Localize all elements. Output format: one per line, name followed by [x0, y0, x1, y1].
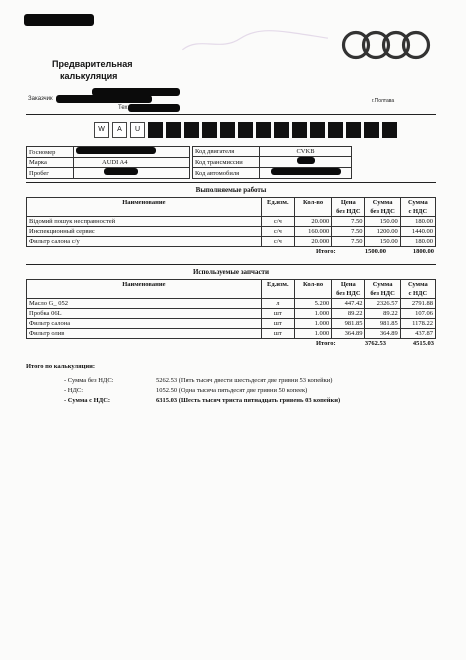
- model-label: Марка: [27, 158, 74, 168]
- gearbox-value: [260, 157, 352, 168]
- summary-value: 5262.53 (Пять тысяч двести шестьдесят две гривни 53 копейки): [156, 377, 333, 384]
- vehicle-info-left: [26, 146, 190, 179]
- row-price: 364.89: [332, 329, 365, 339]
- vin-char-redacted: [364, 122, 379, 138]
- row-name: Фильтр салона: [27, 319, 262, 329]
- row-qty: 20.000: [294, 217, 331, 227]
- parts-title: Используемые запчасти: [192, 268, 270, 276]
- row-sum: 981.85: [365, 319, 400, 329]
- table-row: [27, 237, 436, 247]
- city-label: г.Полтава: [372, 98, 395, 104]
- parts-total-sum: 3762.53: [364, 340, 386, 347]
- table-row: [27, 299, 436, 309]
- vin-char-redacted: [220, 122, 235, 138]
- title-line-2: калькуляция: [60, 71, 118, 81]
- row-sum: 89.22: [365, 309, 400, 319]
- summary-row: [26, 376, 340, 386]
- col-name: Наименование: [27, 280, 262, 299]
- header-divider: [26, 114, 436, 115]
- table-row: [27, 309, 436, 319]
- col-name: Наименование: [27, 198, 262, 217]
- col-sumvat: Сумма с НДС: [400, 198, 435, 217]
- row-unit: шт: [261, 329, 294, 339]
- row-unit: с/ч: [261, 217, 294, 227]
- row-name: Фильтр олив: [27, 329, 262, 339]
- summary-row: [26, 396, 340, 406]
- redacted-customer: [56, 95, 152, 103]
- summary-title: Итого по калькуляции:: [26, 363, 96, 370]
- summary-value: 1052.50 (Одна тысяча пятьдесят две гривни 50 копеек): [156, 387, 308, 394]
- works-total-vat: 1800.00: [412, 248, 434, 255]
- engine-value: CVKB: [260, 147, 352, 157]
- row-qty: 1.000: [294, 309, 331, 319]
- row-sum: 1200.00: [365, 227, 400, 237]
- vin-char-redacted: [238, 122, 253, 138]
- works-total-sum: 1500.00: [364, 248, 386, 255]
- works-total: [316, 248, 436, 255]
- calculation-summary: [26, 362, 340, 406]
- row-qty: 1.000: [294, 319, 331, 329]
- vin-char: W: [94, 122, 109, 138]
- title-line-1: Предварительная: [52, 59, 133, 69]
- vin-char-redacted: [148, 122, 163, 138]
- parts-total-label: Итого:: [316, 340, 336, 347]
- col-sum: Сумма без НДС: [365, 280, 400, 299]
- vin-char-redacted: [274, 122, 289, 138]
- vin-char: U: [130, 122, 145, 138]
- audi-logo: [340, 28, 434, 62]
- works-total-label: Итого:: [316, 248, 336, 255]
- car-code-value: [260, 168, 352, 179]
- faint-stamp-mark: [179, 24, 330, 58]
- row-name: Масло G_ 052: [27, 299, 262, 309]
- row-sumvat: 2791.88: [400, 299, 435, 309]
- vin-char-redacted: [310, 122, 325, 138]
- row-qty: 20.000: [294, 237, 331, 247]
- parts-header-row: [27, 280, 436, 299]
- vin-char-redacted: [166, 122, 181, 138]
- vin-char-redacted: [256, 122, 271, 138]
- row-qty: 5.200: [294, 299, 331, 309]
- row-sumvat: 180.00: [400, 237, 435, 247]
- summary-label: - Сумма с НДС:: [64, 397, 111, 404]
- vin-boxes: [94, 122, 400, 138]
- col-unit: Ед.изм.: [261, 198, 294, 217]
- table-row: [27, 329, 436, 339]
- row-qty: 160.000: [294, 227, 331, 237]
- row-price: 981.85: [332, 319, 365, 329]
- plate-value: [74, 147, 190, 158]
- row-unit: с/ч: [261, 237, 294, 247]
- row-sum: 364.89: [365, 329, 400, 339]
- table-row: [27, 319, 436, 329]
- row-name: Фильтр салона с/у: [27, 237, 262, 247]
- col-price: Цена без НДС: [332, 198, 365, 217]
- row-sumvat: 107.06: [400, 309, 435, 319]
- row-unit: шт: [261, 309, 294, 319]
- row-qty: 1.000: [294, 329, 331, 339]
- parts-total-vat: 4515.03: [412, 340, 434, 347]
- col-qty: Кол-во: [294, 280, 331, 299]
- works-divider: [26, 182, 436, 183]
- vin-char-redacted: [328, 122, 343, 138]
- row-name: Инспекционный сервис: [27, 227, 262, 237]
- customer-label: Заказчик: [28, 96, 53, 102]
- row-sumvat: 1440.00: [400, 227, 435, 237]
- col-qty: Кол-во: [294, 198, 331, 217]
- vin-char-redacted: [346, 122, 361, 138]
- vin-char-redacted: [292, 122, 307, 138]
- row-sumvat: 437.87: [400, 329, 435, 339]
- row-sumvat: 180.00: [400, 217, 435, 227]
- row-sumvat: 1178.22: [400, 319, 435, 329]
- row-price: 447.42: [332, 299, 365, 309]
- plate-label: Госномер: [27, 147, 74, 158]
- row-name: Пробка 06L: [27, 309, 262, 319]
- works-header-row: [27, 198, 436, 217]
- car-code-label: Код автомобиля: [193, 168, 260, 179]
- parts-divider: [26, 264, 436, 265]
- row-price: 89.22: [332, 309, 365, 319]
- row-unit: с/ч: [261, 227, 294, 237]
- col-sumvat: Сумма с НДС: [400, 280, 435, 299]
- performer-label: Тех: [118, 105, 128, 111]
- gearbox-label: Код трансмиссии: [193, 157, 260, 168]
- redacted-performer: [128, 104, 180, 112]
- row-sum: 150.00: [365, 237, 400, 247]
- parts-total: [316, 340, 436, 347]
- row-price: 7.50: [332, 217, 365, 227]
- row-price: 7.50: [332, 237, 365, 247]
- model-value: AUDI A4: [74, 158, 190, 168]
- table-row: [27, 217, 436, 227]
- vin-char: A: [112, 122, 127, 138]
- mileage-value: [74, 168, 190, 179]
- row-price: 7.50: [332, 227, 365, 237]
- engine-label: Код двигателя: [193, 147, 260, 157]
- col-price: Цена без НДС: [332, 280, 365, 299]
- vin-char-redacted: [202, 122, 217, 138]
- col-sum: Сумма без НДС: [365, 198, 400, 217]
- row-unit: л: [261, 299, 294, 309]
- summary-value: 6315.03 (Шесть тысяч триста пятнадцать гривень 03 копейки): [156, 397, 341, 404]
- document-title: [52, 58, 133, 82]
- summary-row: [26, 386, 340, 396]
- redacted-header: [24, 14, 94, 26]
- row-unit: шт: [261, 319, 294, 329]
- parts-table: [26, 279, 436, 339]
- summary-label: - НДС:: [64, 387, 84, 394]
- row-name: Відомий пошук несправностей: [27, 217, 262, 227]
- vehicle-info-right: [192, 146, 352, 179]
- mileage-label: Пробег: [27, 168, 74, 179]
- row-sum: 150.00: [365, 217, 400, 227]
- table-row: [27, 227, 436, 237]
- works-table: [26, 197, 436, 247]
- row-sum: 2326.57: [365, 299, 400, 309]
- works-title: Выполняемые работы: [195, 186, 267, 194]
- vin-char-redacted: [382, 122, 397, 138]
- vin-char-redacted: [184, 122, 199, 138]
- col-unit: Ед.изм.: [261, 280, 294, 299]
- summary-label: - Сумма без НДС:: [64, 377, 114, 384]
